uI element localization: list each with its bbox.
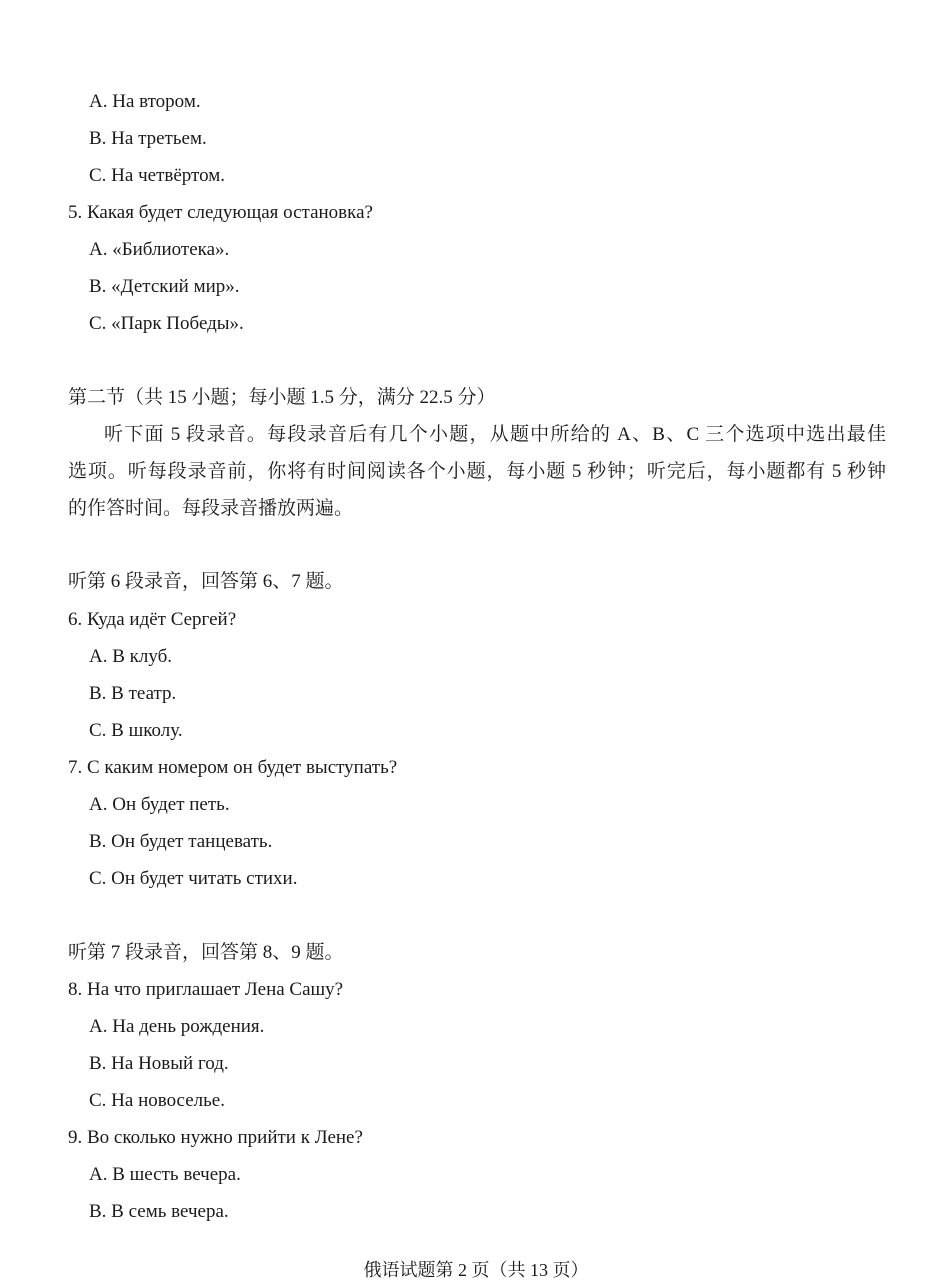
q8-option-b: B. На Новый год. bbox=[89, 1053, 229, 1074]
page-footer: 俄语试题第 2 页（共 13 页） bbox=[363, 1260, 589, 1280]
q4-option-b: B. На третьем. bbox=[89, 128, 207, 149]
group6-intro: 听第 6 段录音，回答第 6、7 题。 bbox=[68, 571, 344, 592]
q6-option-a: A. В клуб. bbox=[89, 646, 173, 667]
q7-option-c: C. Он будет читать стихи. bbox=[89, 868, 298, 889]
instruction-line-3: 的作答时间。每段录音播放两遍。 bbox=[68, 498, 354, 519]
q8-question: 8. На что приглашает Лена Сашу? bbox=[68, 979, 344, 1000]
section2-heading: 第二节（共 15 小题；每小题 1.5 分，满分 22.5 分） bbox=[68, 387, 496, 408]
q6-option-c: C. В школу. bbox=[89, 720, 183, 741]
q6-option-b: B. В театр. bbox=[89, 683, 177, 704]
q9-option-a: A. В шесть вечера. bbox=[89, 1164, 241, 1185]
q8-option-c: C. На новоселье. bbox=[89, 1090, 225, 1111]
q7-question: 7. С каким номером он будет выступать? bbox=[68, 757, 398, 778]
section2-instructions bbox=[68, 416, 886, 527]
q4-option-a: A. На втором. bbox=[89, 91, 201, 112]
q7-option-b: B. Он будет танцевать. bbox=[89, 831, 273, 852]
group7-intro: 听第 7 段录音，回答第 8、9 题。 bbox=[68, 942, 344, 963]
q6-question: 6. Куда идёт Сергей? bbox=[68, 609, 237, 630]
q9-option-b: B. В семь вечера. bbox=[89, 1201, 229, 1222]
q8-option-a: A. На день рождения. bbox=[89, 1016, 265, 1037]
q9-question: 9. Во сколько нужно прийти к Лене? bbox=[68, 1127, 363, 1148]
q7-option-a: A. Он будет петь. bbox=[89, 794, 230, 815]
instruction-line-2: 选项。听每段录音前，你将有时间阅读各个小题，每小题 5 秒钟；听完后，每小题都有 5 秒钟 bbox=[68, 461, 886, 482]
q5-option-b: B. «Детский мир». bbox=[89, 276, 240, 297]
q4-option-c: C. На четвёртом. bbox=[89, 165, 225, 186]
q5-option-a: A. «Библиотека». bbox=[89, 239, 230, 260]
q5-question: 5. Какая будет следующая остановка? bbox=[68, 202, 373, 223]
q5-option-c: C. «Парк Победы». bbox=[89, 313, 244, 334]
instruction-line-1: 听下面 5 段录音。每段录音后有几个小题，从题中所给的 A、B、C 三个选项中选出最佳 bbox=[104, 424, 886, 445]
